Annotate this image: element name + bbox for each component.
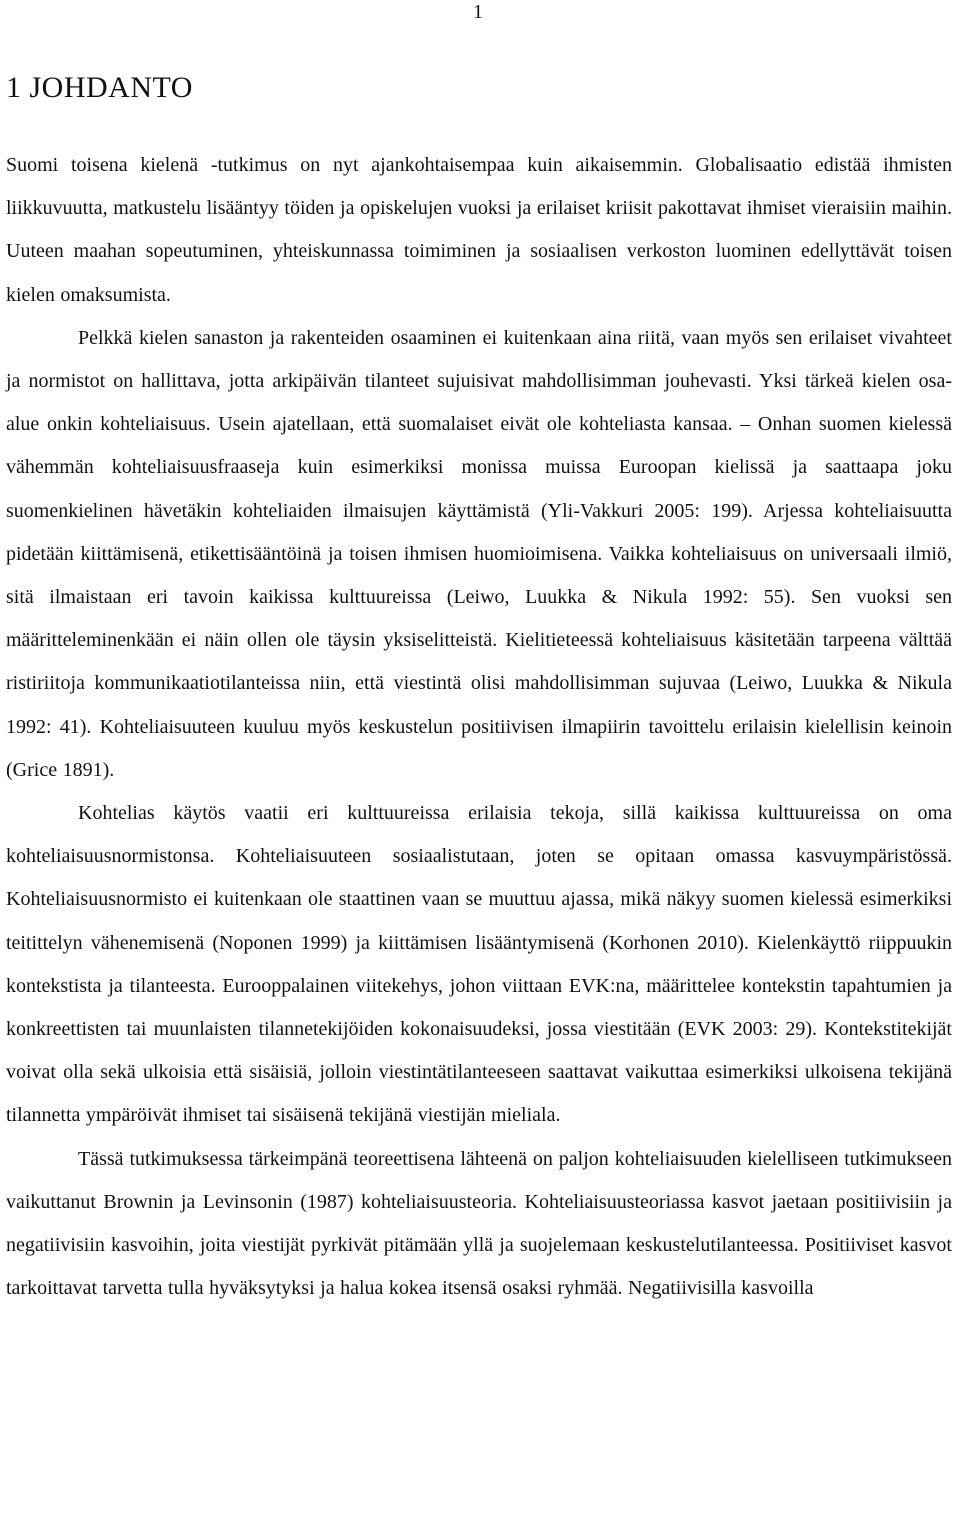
- paragraph-4: Tässä tutkimuksessa tärkeimpänä teoreettisena lähteenä on paljon kohteliaisuuden kielelliseen tutkimukseen vaikuttanut Brownin ja Levinsonin (1987) kohteliaisuusteoria. Kohteliaisuusteoriassa kasvot jaetaan positiivisiin ja negatiivisiin kasvoihin, joita viestijät pyrkivät pitämään yllä ja suojelemaan keskustelutilanteessa. Positiiviset kasvot tarkoittavat tarvetta tulla hyväksytyksi ja halua kokea itsensä osaksi ryhmää. Negatiivisilla kasvoilla: [6, 1147, 952, 1300]
- page-number: 1: [473, 1, 483, 23]
- paragraph-3: Kohtelias käytös vaatii eri kulttuureissa erilaisia tekoja, sillä kaikissa kulttuureissa on oma kohteliaisuusnormistonsa. Kohteliaisuuteen sosiaalistutaan, joten se opitaan omassa kasvuympäristössä. Kohteliaisuusnormisto ei kuitenkaan ole staattinen vaan se muuttuu ajassa, mikä näkyy suomen kielessä esimerkiksi teitittelyn vähenemisenä (Noponen 1999) ja kiittämisen lisääntymisenä (Korhonen 2010). Kielenkäyttö riippuukin kontekstista ja tilanteesta. Eurooppalainen viitekehys, johon viittaan EVK:na, määrittelee kontekstin tapahtumien ja konkreettisten tai muunlaisten tilannetekijöiden kokonaisuudeksi, jossa viestitään (EVK 2003: 29). Kontekstitekijät voivat olla sekä ulkoisia että sisäisiä, jolloin viestintätilanteeseen saattavat vaikuttaa esimerkiksi ulkoisena tekijänä tilannetta ympäröivät ihmiset tai sisäisenä tekijänä viestijän mieliala.: [6, 802, 952, 1127]
- chapter-title: 1 JOHDANTO: [6, 71, 193, 104]
- paragraph-1: Suomi toisena kielenä -tutkimus on nyt ajankohtaisempaa kuin aikaisemmin. Globalisaatio edistää ihmisten liikkuvuutta, matkustelu lisääntyy töiden ja opiskelujen vuoksi ja erilaiset kriisit pakottavat ihmiset vieraisiin maihin. Uuteen maahan sopeutuminen, yhteiskunnassa toimiminen ja sosiaalisen verkoston luominen edellyttävät toisen kielen omaksumista.: [6, 154, 952, 306]
- paragraph-2: Pelkkä kielen sanaston ja rakenteiden osaaminen ei kuitenkaan aina riitä, vaan myös sen erilaiset vivahteet ja normistot on hallittava, jotta arkipäivän tilanteet sujuisivat mahdollisimman jouhevasti. Yksi tärkeä kielen osa-alue onkin kohteliaisuus. Usein ajatellaan, että suomalaiset eivät ole kohteliasta kansaa. – Onhan suomen kielessä vähemmän kohteliaisuusfraaseja kuin esimerkiksi monissa muissa Euroopan kielissä ja saattaapa joku suomenkielinen hävetäkin kohteliaiden ilmaisujen käyttämistä (Yli-Vakkuri 2005: 199). Arjessa kohteliaisuutta pidetään kiittämisenä, etikettisääntöinä ja toisen ihmisen huomioimisena. Vaikka kohteliaisuus on universaali ilmiö, sitä ilmaistaan eri tavoin kaikissa kulttuureissa (Leiwo, Luukka & Nikula 1992: 55). Sen vuoksi sen määritteleminenkään ei näin ollen ole täysin yksiselitteistä. Kielitieteessä kohteliaisuus käsitetään tarpeena välttää ristiriitoja kommunikaatiotilanteissa niin, että viestintä olisi mahdollisimman sujuvaa (Leiwo, Luukka & Nikula 1992: 41). Kohteliaisuuteen kuuluu myös keskustelun positiivisen ilmapiirin tavoittelu erilaisin kielellisin keinoin (Grice 1891).: [6, 326, 952, 781]
- body-text: [6, 144, 952, 1310]
